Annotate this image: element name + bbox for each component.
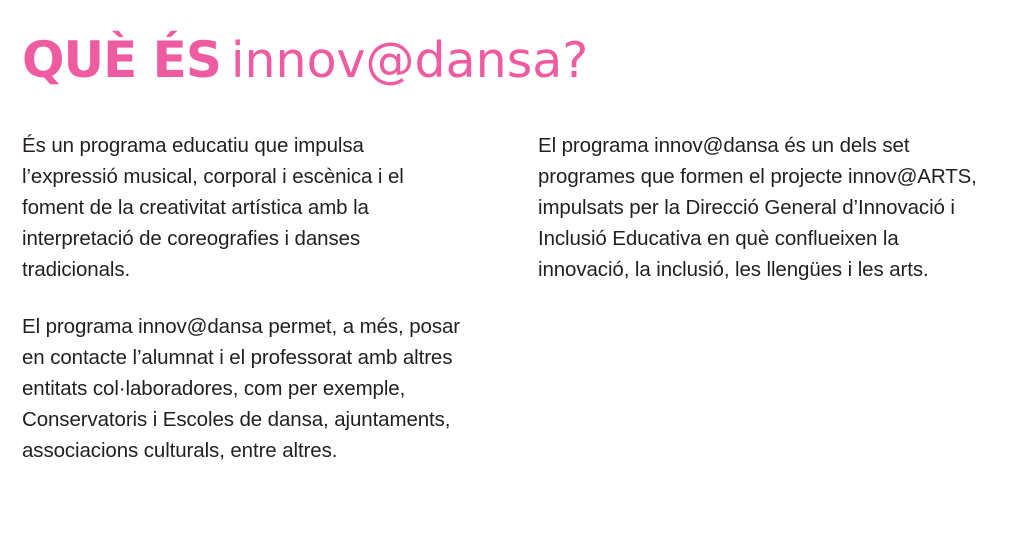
right-column [520, 130, 1024, 285]
paragraph: El programa innov@dansa és un dels set programes que formen el projecte innov@ARTS, impulsats per la Direcció General d’Innovació i Inclusió Educativa en què conflueixen la innovació, la inclusió, les llengües i les arts. [538, 134, 977, 281]
paragraph: El programa innov@dansa permet, a més, posar en contacte l’alumnat i el professorat amb altres entitats col·laboradores, com per exemple, Conservatoris i Escoles de dansa, ajuntaments, associacions culturals, entre altres. [22, 315, 461, 462]
page-title [22, 31, 589, 90]
body-columns [0, 130, 1024, 466]
page-title-light: innov@dansa? [230, 32, 589, 90]
paragraph: És un programa educatiu que impulsa l’expressió musical, corporal i escènica i el foment de la creativitat artística amb la interpretació de coreografies i danses tradicionals. [22, 134, 404, 281]
left-column [0, 130, 520, 466]
page-title-strong: QUÈ ÉS [22, 31, 221, 90]
